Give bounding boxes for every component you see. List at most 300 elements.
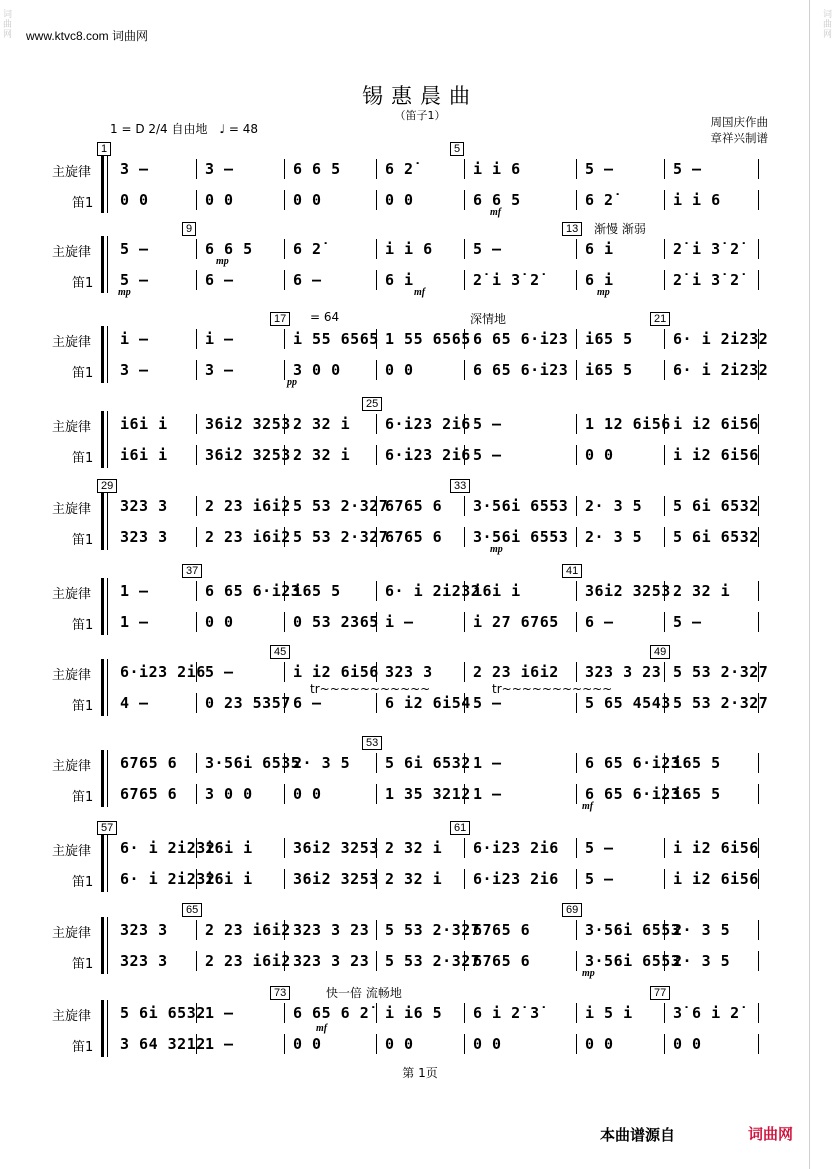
measure-flute-notes: 5 – bbox=[585, 870, 614, 888]
barline-flute bbox=[664, 1034, 665, 1054]
barline-flute bbox=[464, 270, 465, 290]
measure-melody-notes: i i2 6i56 bbox=[673, 415, 759, 433]
measure-flute-notes: 0 0 bbox=[293, 1035, 322, 1053]
measure-melody-notes: 2· 3 5 bbox=[293, 754, 351, 772]
barline-melody bbox=[464, 239, 465, 259]
measure-flute-notes: i6i i bbox=[120, 446, 168, 464]
barline-flute bbox=[284, 270, 285, 290]
measure-number: 41 bbox=[562, 564, 582, 578]
measure-melody-notes: 2 32 i bbox=[673, 582, 731, 600]
measure-flute-notes: 0 0 bbox=[293, 191, 322, 209]
source-label: 本曲谱源自 bbox=[600, 1126, 676, 1144]
barline-flute bbox=[284, 360, 285, 380]
measure-melody-notes: 2 23 i6i2 bbox=[473, 663, 559, 681]
dynamic-marking: pp bbox=[287, 377, 297, 388]
part-label-flute: 笛1 bbox=[72, 366, 94, 381]
barline-flute bbox=[664, 527, 665, 547]
measure-flute-notes: 36i2 3253 bbox=[293, 870, 379, 888]
expression-text: = 64 bbox=[310, 310, 340, 324]
side-watermark-left: 词 曲 网 bbox=[3, 10, 13, 40]
measure-melody-notes: 2 32 i bbox=[385, 839, 443, 857]
barline-melody bbox=[464, 838, 465, 858]
credits bbox=[700, 114, 768, 146]
expression-text: 快一倍 流畅地 bbox=[326, 986, 402, 1000]
part-label-flute: 笛1 bbox=[72, 957, 94, 972]
measure-melody-notes: 6 65 6·i23 bbox=[205, 582, 301, 600]
measure-melody-notes: 3·56i 6553 bbox=[585, 921, 681, 939]
measure-melody-notes: i6i i bbox=[473, 582, 521, 600]
measure-flute-notes: 2 23 i6i2 bbox=[205, 528, 291, 546]
barline-flute bbox=[464, 869, 465, 889]
barline-melody bbox=[758, 581, 759, 601]
measure-melody-notes: i – bbox=[120, 330, 149, 348]
measure-melody-notes: 6· i 2i232 bbox=[673, 330, 769, 348]
measure-flute-notes: 6 i bbox=[385, 271, 414, 289]
measure-flute-notes: i i2 6i56 bbox=[673, 870, 759, 888]
dynamic-marking: mp bbox=[490, 544, 503, 555]
barline-melody bbox=[376, 753, 377, 773]
measure-melody-notes: 6 2̇ bbox=[293, 240, 322, 258]
measure-melody-notes: 2· 3 5 bbox=[585, 497, 643, 515]
barline-melody bbox=[664, 838, 665, 858]
composer: 周国庆作曲 bbox=[710, 115, 768, 129]
expression-text: 渐慢 渐弱 bbox=[594, 222, 646, 236]
barline-melody bbox=[284, 662, 285, 682]
measure-melody-notes: 2 32 i bbox=[293, 415, 351, 433]
barline-flute bbox=[376, 270, 377, 290]
measure-melody-notes: 6 65 6·i23 bbox=[473, 330, 569, 348]
measure-melody-notes: 5 – bbox=[205, 663, 234, 681]
barline-melody bbox=[196, 159, 197, 179]
barline-melody bbox=[576, 496, 577, 516]
measure-flute-notes: 36i2 3253 bbox=[205, 446, 291, 464]
measure-melody-notes: 6· i 2i232 bbox=[385, 582, 481, 600]
system-brace-line bbox=[107, 411, 108, 468]
side-watermark-right: 词 曲 网 bbox=[823, 10, 833, 40]
measure-melody-notes: i i 6 bbox=[473, 160, 521, 178]
measure-flute-notes: 0 23 5357 bbox=[205, 694, 291, 712]
measure-melody-notes: 1 – bbox=[120, 582, 149, 600]
measure-melody-notes: 6 65 6·i23 bbox=[585, 754, 681, 772]
measure-melody-notes: 3·56i 6553 bbox=[473, 497, 569, 515]
measure-flute-notes: 6765 6 bbox=[120, 785, 178, 803]
measure-number: 13 bbox=[562, 222, 582, 236]
score-subtitle: （笛子1） bbox=[394, 109, 446, 122]
measure-melody-notes: 6 i bbox=[585, 240, 614, 258]
barline-flute bbox=[376, 951, 377, 971]
measure-melody-notes: 5 53 2·327 bbox=[673, 663, 769, 681]
measure-melody-notes: 6 2̇ bbox=[385, 160, 414, 178]
measure-flute-notes: 6·i23 2i6 bbox=[473, 870, 559, 888]
expression-text: tr~~~~~~~~~~~ bbox=[492, 682, 613, 696]
measure-flute-notes: 6 – bbox=[585, 613, 614, 631]
measure-flute-notes: 2 32 i bbox=[293, 446, 351, 464]
barline-flute bbox=[464, 527, 465, 547]
measure-flute-notes: 6 2̇ bbox=[585, 191, 614, 209]
barline-melody bbox=[576, 753, 577, 773]
measure-flute-notes: 5 – bbox=[673, 613, 702, 631]
part-label-melody: 主旋律 bbox=[52, 759, 92, 774]
measure-number: 73 bbox=[270, 986, 290, 1000]
measure-melody-notes: i65 5 bbox=[673, 754, 721, 772]
measure-number: 49 bbox=[650, 645, 670, 659]
measure-flute-notes: 5 53 2·327 bbox=[293, 528, 389, 546]
part-label-melody: 主旋律 bbox=[52, 844, 92, 859]
barline-flute bbox=[576, 527, 577, 547]
barline-melody bbox=[576, 414, 577, 434]
barline-melody bbox=[284, 159, 285, 179]
measure-number: 69 bbox=[562, 903, 582, 917]
barline-flute bbox=[376, 190, 377, 210]
measure-number: 21 bbox=[650, 312, 670, 326]
engraver: 章祥兴制谱 bbox=[710, 131, 768, 145]
part-label-flute: 笛1 bbox=[72, 276, 94, 291]
barline-melody bbox=[376, 1003, 377, 1023]
measure-flute-notes: 6 65 6·i23 bbox=[585, 785, 681, 803]
measure-melody-notes: 3 – bbox=[205, 160, 234, 178]
measure-number: 57 bbox=[97, 821, 117, 835]
barline-flute bbox=[464, 190, 465, 210]
measure-melody-notes: 5 – bbox=[120, 240, 149, 258]
measure-melody-notes: 6 i 2̇ 3̇ bbox=[473, 1004, 540, 1022]
barline-melody bbox=[376, 159, 377, 179]
barline-melody bbox=[576, 159, 577, 179]
measure-flute-notes: 0 0 bbox=[385, 191, 414, 209]
system-brace-line bbox=[107, 578, 108, 635]
measure-melody-notes: 6 6 5 bbox=[205, 240, 253, 258]
tempo-text: = 48 bbox=[228, 122, 258, 136]
part-label-melody: 主旋律 bbox=[52, 668, 92, 683]
measure-melody-notes: i 55 6565 bbox=[293, 330, 379, 348]
barline-melody bbox=[664, 662, 665, 682]
barline-melody bbox=[758, 920, 759, 940]
measure-flute-notes: 6· i 2i232 bbox=[120, 870, 216, 888]
measure-flute-notes: 323 3 bbox=[120, 952, 168, 970]
measure-melody-notes: 5 – bbox=[473, 240, 502, 258]
measure-melody-notes: 5 6i 6532 bbox=[385, 754, 471, 772]
measure-number: 17 bbox=[270, 312, 290, 326]
barline-flute bbox=[758, 1034, 759, 1054]
measure-flute-notes: i6i i bbox=[205, 870, 253, 888]
barline-flute bbox=[664, 270, 665, 290]
measure-flute-notes: 1 35 3212 bbox=[385, 785, 471, 803]
measure-melody-notes: 6765 6 bbox=[385, 497, 443, 515]
barline-flute bbox=[576, 445, 577, 465]
measure-flute-notes: 3 64 3212 bbox=[120, 1035, 206, 1053]
part-label-melody: 主旋律 bbox=[52, 926, 92, 941]
barline-flute bbox=[376, 360, 377, 380]
measure-flute-notes: 5 – bbox=[120, 271, 149, 289]
barline-melody bbox=[196, 753, 197, 773]
measure-flute-notes: 2· 3 5 bbox=[673, 952, 731, 970]
barline-flute bbox=[664, 190, 665, 210]
measure-melody-notes: 323 3 bbox=[120, 497, 168, 515]
system-brace-line bbox=[107, 659, 108, 716]
part-label-flute: 笛1 bbox=[72, 451, 94, 466]
measure-melody-notes: 6 6 5 bbox=[293, 160, 341, 178]
measure-melody-notes: 3 – bbox=[120, 160, 149, 178]
barline-flute bbox=[576, 869, 577, 889]
measure-melody-notes: 6·i23 2i6 bbox=[473, 839, 559, 857]
barline-flute bbox=[284, 190, 285, 210]
barline-flute bbox=[376, 693, 377, 713]
measure-flute-notes: 3·56i 6553 bbox=[473, 528, 569, 546]
measure-flute-notes: 0 0 bbox=[293, 785, 322, 803]
measure-melody-notes: i i6 5 bbox=[385, 1004, 443, 1022]
part-label-flute: 笛1 bbox=[72, 699, 94, 714]
measure-flute-notes: 1 – bbox=[473, 785, 502, 803]
system-brace-line bbox=[107, 835, 108, 892]
measure-melody-notes: i i2 6i56 bbox=[673, 839, 759, 857]
dynamic-marking: mf bbox=[414, 287, 426, 298]
measure-number: 61 bbox=[450, 821, 470, 835]
barline-flute bbox=[758, 951, 759, 971]
barline-flute bbox=[196, 445, 197, 465]
barline-flute bbox=[284, 612, 285, 632]
measure-flute-notes: 3·56i 6553 bbox=[585, 952, 681, 970]
measure-melody-notes: 36i2 3253 bbox=[585, 582, 671, 600]
system-brace-line bbox=[107, 156, 108, 213]
measure-flute-notes: 6 6 5 bbox=[473, 191, 521, 209]
measure-flute-notes: 6 – bbox=[293, 271, 322, 289]
barline-melody bbox=[664, 1003, 665, 1023]
system-brace-line bbox=[107, 236, 108, 293]
measure-flute-notes: 2̇ i 3̇ 2̇ bbox=[473, 271, 540, 289]
part-label-flute: 笛1 bbox=[72, 875, 94, 890]
measure-melody-notes: 5 – bbox=[585, 839, 614, 857]
measure-melody-notes: i65 5 bbox=[585, 330, 633, 348]
measure-flute-notes: 3 – bbox=[205, 361, 234, 379]
measure-flute-notes: 0 0 bbox=[585, 1035, 614, 1053]
measure-flute-notes: 0 53 2365 bbox=[293, 613, 379, 631]
brand-logo-text: 词曲网 bbox=[748, 1125, 794, 1143]
measure-melody-notes: 323 3 bbox=[385, 663, 433, 681]
barline-melody bbox=[196, 920, 197, 940]
measure-melody-notes: 6·i23 2i6 bbox=[120, 663, 206, 681]
page-number: 第 1页 bbox=[402, 1066, 438, 1080]
measure-melody-notes: 5 6i 6532 bbox=[120, 1004, 206, 1022]
measure-flute-notes: 3 – bbox=[120, 361, 149, 379]
barline-flute bbox=[196, 270, 197, 290]
measure-melody-notes: 5 6i 6532 bbox=[673, 497, 759, 515]
system-brace-line bbox=[107, 1000, 108, 1057]
part-label-flute: 笛1 bbox=[72, 618, 94, 633]
barline-melody bbox=[576, 239, 577, 259]
measure-melody-notes: 323 3 bbox=[120, 921, 168, 939]
part-label-melody: 主旋律 bbox=[52, 502, 92, 517]
measure-melody-notes: i i 6 bbox=[385, 240, 433, 258]
barline-flute bbox=[196, 360, 197, 380]
barline-melody bbox=[376, 920, 377, 940]
barline-melody bbox=[758, 753, 759, 773]
measure-melody-notes: 6· i 2i232 bbox=[120, 839, 216, 857]
barline-melody bbox=[576, 662, 577, 682]
barline-melody bbox=[196, 581, 197, 601]
barline-melody bbox=[576, 920, 577, 940]
barline-flute bbox=[196, 784, 197, 804]
measure-number: 5 bbox=[450, 142, 464, 156]
measure-melody-notes: 6765 6 bbox=[473, 921, 531, 939]
measure-flute-notes: 5 53 2·327 bbox=[673, 694, 769, 712]
measure-flute-notes: 5 6i 6532 bbox=[673, 528, 759, 546]
measure-melody-notes: 3·56i 6535 bbox=[205, 754, 301, 772]
barline-flute bbox=[376, 445, 377, 465]
measure-flute-notes: i i2 6i56 bbox=[673, 446, 759, 464]
part-label-melody: 主旋律 bbox=[52, 1009, 92, 1024]
barline-flute bbox=[464, 1034, 465, 1054]
barline-flute bbox=[196, 612, 197, 632]
measure-flute-notes: 1 – bbox=[205, 1035, 234, 1053]
measure-melody-notes: 6·i23 2i6 bbox=[385, 415, 471, 433]
measure-flute-notes: 6·i23 2i6 bbox=[385, 446, 471, 464]
dynamic-marking: mp bbox=[216, 256, 229, 267]
measure-melody-notes: i6i i bbox=[205, 839, 253, 857]
measure-melody-notes: i6i i bbox=[120, 415, 168, 433]
measure-number: 65 bbox=[182, 903, 202, 917]
barline-melody bbox=[576, 581, 577, 601]
measure-melody-notes: 5 53 2·327 bbox=[385, 921, 481, 939]
part-label-melody: 主旋律 bbox=[52, 587, 92, 602]
barline-flute bbox=[284, 784, 285, 804]
measure-flute-notes: i65 5 bbox=[673, 785, 721, 803]
barline-melody bbox=[758, 239, 759, 259]
barline-flute bbox=[196, 951, 197, 971]
barline-melody bbox=[758, 1003, 759, 1023]
barline-flute bbox=[664, 360, 665, 380]
barline-melody bbox=[576, 1003, 577, 1023]
measure-number: 45 bbox=[270, 645, 290, 659]
measure-flute-notes: 1 – bbox=[120, 613, 149, 631]
barline-flute bbox=[576, 693, 577, 713]
measure-flute-notes: 3 0 0 bbox=[293, 361, 341, 379]
barline-melody bbox=[576, 329, 577, 349]
barline-melody bbox=[664, 159, 665, 179]
measure-flute-notes: 3 0 0 bbox=[205, 785, 253, 803]
measure-flute-notes: 323 3 bbox=[120, 528, 168, 546]
barline-flute bbox=[464, 360, 465, 380]
barline-flute bbox=[664, 445, 665, 465]
measure-flute-notes: 0 0 bbox=[120, 191, 149, 209]
score-title: 锡惠晨曲 bbox=[362, 84, 478, 108]
measure-melody-notes: 3̇ 6 i 2̇ bbox=[673, 1004, 740, 1022]
measure-flute-notes: 0 0 bbox=[385, 361, 414, 379]
measure-flute-notes: 4 – bbox=[120, 694, 149, 712]
expression-text: 深情地 bbox=[470, 312, 507, 326]
barline-melody bbox=[284, 838, 285, 858]
measure-flute-notes: 5 – bbox=[473, 446, 502, 464]
barline-flute bbox=[758, 612, 759, 632]
measure-melody-notes: i – bbox=[205, 330, 234, 348]
measure-melody-notes: 1 55 6565 bbox=[385, 330, 471, 348]
measure-flute-notes: 6 – bbox=[205, 271, 234, 289]
measure-number: 1 bbox=[97, 142, 111, 156]
measure-flute-notes: i65 5 bbox=[585, 361, 633, 379]
measure-melody-notes: 6765 6 bbox=[120, 754, 178, 772]
measure-melody-notes: 1 12 6i56 bbox=[585, 415, 671, 433]
measure-melody-notes: 5 53 2·327 bbox=[293, 497, 389, 515]
page-border bbox=[809, 0, 810, 1169]
measure-flute-notes: 6 65 6·i23 bbox=[473, 361, 569, 379]
measure-flute-notes: 2̇ i 3̇ 2̇ bbox=[673, 271, 740, 289]
barline-flute bbox=[576, 951, 577, 971]
measure-flute-notes: 0 0 bbox=[205, 191, 234, 209]
dynamic-marking: mp bbox=[118, 287, 131, 298]
barline-melody bbox=[464, 496, 465, 516]
measure-flute-notes: i – bbox=[385, 613, 414, 631]
measure-number: 37 bbox=[182, 564, 202, 578]
barline-flute bbox=[758, 190, 759, 210]
barline-flute bbox=[576, 1034, 577, 1054]
measure-melody-notes: 1 – bbox=[205, 1004, 234, 1022]
measure-melody-notes: i 5 i bbox=[585, 1004, 633, 1022]
measure-melody-notes: i i2 6i56 bbox=[293, 663, 379, 681]
barline-flute bbox=[284, 1034, 285, 1054]
measure-flute-notes: 5 – bbox=[473, 694, 502, 712]
measure-flute-notes: 6765 6 bbox=[473, 952, 531, 970]
dynamic-marking: mp bbox=[597, 287, 610, 298]
measure-flute-notes: 323 3 23 bbox=[293, 952, 370, 970]
system-brace-line bbox=[107, 326, 108, 383]
measure-melody-notes: 5 – bbox=[585, 160, 614, 178]
part-label-flute: 笛1 bbox=[72, 790, 94, 805]
measure-melody-notes: 1 – bbox=[473, 754, 502, 772]
barline-melody bbox=[576, 838, 577, 858]
measure-melody-notes: 6 65 6 2̇ bbox=[293, 1004, 370, 1022]
measure-melody-notes: 5 – bbox=[673, 160, 702, 178]
barline-melody bbox=[464, 1003, 465, 1023]
barline-melody bbox=[196, 496, 197, 516]
measure-melody-notes: i65 5 bbox=[293, 582, 341, 600]
part-label-melody: 主旋律 bbox=[52, 165, 92, 180]
barline-melody bbox=[664, 329, 665, 349]
expression-text: tr~~~~~~~~~~~ bbox=[310, 682, 431, 696]
measure-number: 29 bbox=[97, 479, 117, 493]
dynamic-marking: mf bbox=[582, 801, 594, 812]
barline-flute bbox=[376, 784, 377, 804]
measure-flute-notes: 2 23 i6i2 bbox=[205, 952, 291, 970]
barline-melody bbox=[376, 414, 377, 434]
barline-flute bbox=[576, 360, 577, 380]
measure-flute-notes: 5 65 4543 bbox=[585, 694, 671, 712]
barline-melody bbox=[196, 329, 197, 349]
measure-flute-notes: 0 0 bbox=[473, 1035, 502, 1053]
key-meter-text: 1 = D 2/4 自由地 bbox=[110, 122, 208, 136]
part-label-flute: 笛1 bbox=[72, 1040, 94, 1055]
measure-flute-notes: 2 32 i bbox=[385, 870, 443, 888]
barline-melody bbox=[664, 496, 665, 516]
measure-melody-notes: 323 3 23 bbox=[293, 921, 370, 939]
barline-melody bbox=[196, 239, 197, 259]
dynamic-marking: mf bbox=[316, 1023, 328, 1034]
barline-flute bbox=[664, 612, 665, 632]
barline-flute bbox=[284, 869, 285, 889]
measure-number: 77 bbox=[650, 986, 670, 1000]
measure-flute-notes: i i 6 bbox=[673, 191, 721, 209]
measure-melody-notes: 36i2 3253 bbox=[293, 839, 379, 857]
barline-melody bbox=[464, 159, 465, 179]
measure-number: 33 bbox=[450, 479, 470, 493]
measure-flute-notes: 6765 6 bbox=[385, 528, 443, 546]
measure-flute-notes: 0 0 bbox=[585, 446, 614, 464]
site-url: www.ktvc8.com 词曲网 bbox=[26, 29, 149, 43]
measure-flute-notes: 6· i 2i232 bbox=[673, 361, 769, 379]
barline-melody bbox=[464, 662, 465, 682]
quarter-note-icon: ♩ bbox=[219, 122, 226, 136]
measure-number: 25 bbox=[362, 397, 382, 411]
barline-flute bbox=[664, 869, 665, 889]
barline-flute bbox=[196, 190, 197, 210]
barline-melody bbox=[196, 414, 197, 434]
